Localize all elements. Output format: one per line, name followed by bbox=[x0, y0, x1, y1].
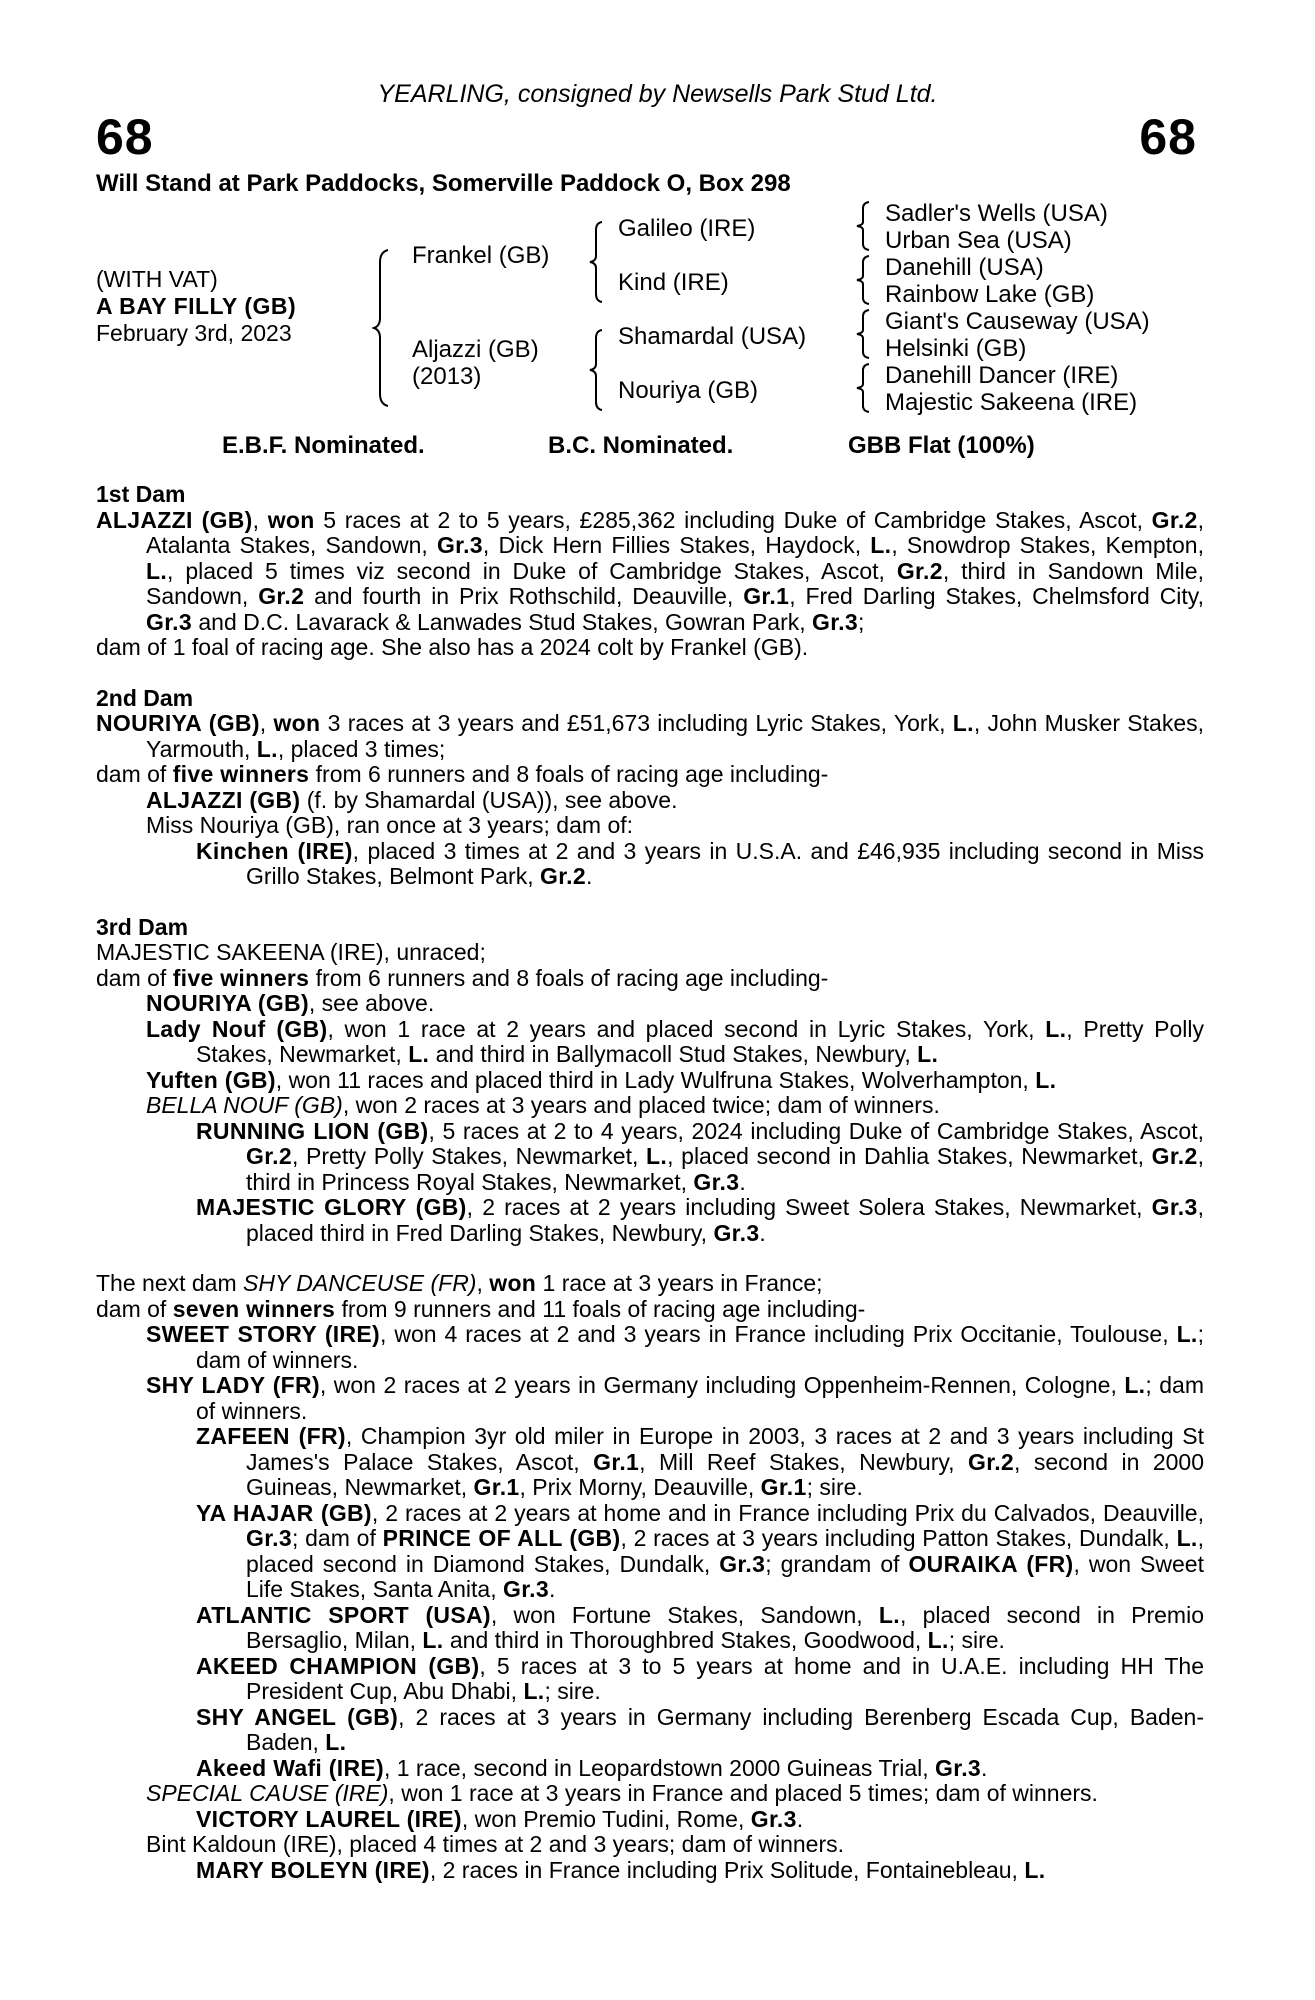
horse-name: RUNNING LION (GB) bbox=[196, 1117, 429, 1144]
race-text: , placed 3 times; bbox=[277, 735, 446, 762]
lot-number-right: 68 bbox=[1139, 109, 1197, 165]
family-notes bbox=[96, 482, 1204, 1883]
race-text: 3 races at 3 years and £51,673 including Lyric Stakes, York, bbox=[320, 710, 953, 736]
horse-name: ALJAZZI (GB) bbox=[146, 786, 301, 813]
race-text: , Champion 3yr old miler in Europe in 2003, 3 races at 2 and 3 years including St James's Palace Stakes, Ascot, bbox=[246, 1423, 1205, 1475]
race-text: , placed third in Fred Darling Stakes, Newbury, bbox=[246, 1194, 1204, 1246]
produce-shy-angel bbox=[96, 1705, 1204, 1756]
sire-sire-dam: Urban Sea (USA) bbox=[885, 227, 1072, 254]
horse-name: Yuften (GB) bbox=[146, 1066, 276, 1093]
grade-label: L. bbox=[256, 735, 278, 762]
brace-icon bbox=[588, 328, 604, 412]
race-text: . bbox=[981, 1754, 988, 1781]
race-text: , Pretty Polly Stakes, Newmarket, bbox=[196, 1015, 1204, 1067]
grade-label: Gr.2 bbox=[540, 863, 586, 889]
race-text: . bbox=[548, 1576, 556, 1602]
race-text: ; dam of bbox=[291, 1525, 383, 1551]
grade-label: L. bbox=[952, 710, 974, 736]
horse-name: SHY DANCEUSE (FR) bbox=[243, 1270, 477, 1296]
horse-name: ATLANTIC SPORT (USA) bbox=[196, 1601, 491, 1628]
grade-label: L. bbox=[1176, 1321, 1198, 1347]
race-text: , 2 races in France including Prix Solitude, Fontainebleau, bbox=[429, 1856, 1025, 1883]
grade-label: Gr.3 bbox=[935, 1754, 981, 1781]
sire-name: Frankel (GB) bbox=[412, 242, 550, 269]
horse-name: VICTORY LAUREL (IRE) bbox=[196, 1805, 462, 1832]
produce-yuften bbox=[96, 1068, 1204, 1094]
grade-label: Gr.1 bbox=[760, 1474, 807, 1500]
grade-label: Gr.2 bbox=[246, 1143, 292, 1169]
dam-dam-dam: Majestic Sakeena (IRE) bbox=[885, 389, 1138, 416]
race-text: , won 2 races at 3 years and placed twice; dam of winners. bbox=[342, 1092, 940, 1118]
produce-text: , bbox=[476, 1270, 490, 1296]
race-text: , placed 3 times at 2 and 3 years in U.S.A. and £46,935 including second in Miss Grillo Stakes, Belmont Park, bbox=[246, 837, 1204, 889]
produce-text: dam of bbox=[96, 1295, 173, 1322]
brace-icon bbox=[588, 220, 604, 304]
race-text: , 2 races at 2 years at home and in France including Prix du Calvados, Deauville, bbox=[371, 1499, 1204, 1526]
dam-dam: Nouriya (GB) bbox=[618, 377, 759, 404]
produce-majestic-glory bbox=[96, 1195, 1204, 1246]
produce-text: 1 race at 3 years in France; bbox=[536, 1270, 823, 1296]
first-dam-heading: 1st Dam bbox=[96, 481, 186, 507]
race-text: . bbox=[759, 1219, 766, 1246]
grade-label: Gr.3 bbox=[503, 1576, 549, 1602]
consignment-line: YEARLING, consigned by Newsells Park Stud Ltd. bbox=[377, 80, 938, 108]
lot-number-left: 68 bbox=[96, 109, 154, 165]
race-text: ; dam of winners. bbox=[196, 1321, 1204, 1373]
grade-label: Gr.2 bbox=[1151, 506, 1198, 533]
brace-icon bbox=[854, 308, 872, 360]
horse-name: PRINCE OF ALL (GB) bbox=[382, 1525, 621, 1551]
produce-text: The next dam bbox=[96, 1270, 244, 1296]
grade-label: Gr.2 bbox=[1151, 1143, 1198, 1169]
horse-name: Akeed Wafi (IRE) bbox=[196, 1754, 384, 1781]
produce-bella-nouf bbox=[96, 1093, 1204, 1119]
race-text: , Mill Reef Stakes, Newbury, bbox=[639, 1448, 969, 1475]
grade-label: Gr.1 bbox=[473, 1474, 520, 1500]
race-text: ; sire. bbox=[806, 1474, 863, 1500]
grade-label: Gr.3 bbox=[713, 1219, 760, 1246]
race-text: , won 11 races and placed third in Lady Wulfruna Stakes, Wolverhampton, bbox=[275, 1066, 1036, 1093]
sire-dam-dam: Rainbow Lake (GB) bbox=[885, 281, 1095, 308]
produce-mary-boleyn bbox=[96, 1858, 1204, 1884]
horse-name: BELLA NOUF (GB) bbox=[146, 1092, 343, 1118]
second-dam-produce bbox=[96, 762, 1204, 788]
race-text: , 5 races at 2 to 4 years, 2024 including Duke of Cambridge Stakes, Ascot, bbox=[428, 1117, 1205, 1144]
dam-sire-sire: Giant's Causeway (USA) bbox=[885, 308, 1150, 335]
grade-label: Gr.3 bbox=[436, 532, 483, 558]
race-text: (f. by Shamardal (USA)), see above. bbox=[300, 786, 678, 813]
grade-label: Gr.2 bbox=[896, 557, 943, 584]
race-text: . bbox=[585, 863, 593, 889]
race-text: , 2 races at 3 years including Patton Stakes, Dundalk, bbox=[620, 1525, 1177, 1551]
race-text: , won 4 races at 2 and 3 years in France including Prix Occitanie, Toulouse, bbox=[380, 1321, 1177, 1347]
race-text: , 2 races at 3 years in Germany including Berenberg Escada Cup, Baden-Baden, bbox=[246, 1703, 1204, 1755]
race-text: , won 2 races at 2 years in Germany including Oppenheim-Rennen, Cologne, bbox=[319, 1372, 1125, 1398]
race-text: , placed second in Dahlia Stakes, Newmarket, bbox=[667, 1143, 1152, 1169]
grade-label: Gr.3 bbox=[719, 1550, 766, 1577]
race-text: . bbox=[739, 1168, 746, 1195]
grade-label: Gr.3 bbox=[1151, 1194, 1198, 1220]
produce-akeed-wafi bbox=[96, 1756, 1204, 1782]
grade-label: L. bbox=[917, 1041, 939, 1067]
race-text: , won Fortune Stakes, Sandown, bbox=[490, 1601, 879, 1628]
next-dam-entry bbox=[96, 1271, 1204, 1297]
grade-label: L. bbox=[325, 1729, 347, 1755]
grade-label: L. bbox=[927, 1627, 949, 1653]
grade-label: Gr.1 bbox=[593, 1448, 640, 1475]
produce-text: dam of bbox=[96, 761, 173, 787]
race-text: , third in Princess Royal Stakes, Newmarket, bbox=[246, 1143, 1204, 1195]
horse-name: ZAFEEN (FR) bbox=[196, 1423, 346, 1449]
race-text: , placed second in Premio Bersaglio, Milan, bbox=[246, 1601, 1204, 1653]
grade-label: Gr.3 bbox=[750, 1805, 797, 1832]
produce-text: dam of bbox=[96, 964, 173, 991]
second-dam-heading: 2nd Dam bbox=[96, 684, 194, 711]
grade-label: L. bbox=[878, 1601, 900, 1628]
first-dam-entry: ALJAZZI (GB), won 5 races at 2 to 5 years, £285,362 including Duke of Cambridge Stakes, Ascot, Gr.2, Atalanta Stakes, Sandown, Gr.3, Dick Hern Fillies Stakes, Haydock, L., Snowdrop Stakes, Kempton, L., placed 5 times viz second in Duke of Cambridge Stakes, Ascot, Gr.2, third in Sandown Mile, Sandown, Gr.2 and fourth in Prix Rothschild, Deauville, Gr.1, Fred Darling Stakes, Chelmsford City, Gr.3 and D.C. Lavarack & Lanwades Stud Stakes, Gowran Park, Gr.3; bbox=[96, 506, 1205, 635]
produce-text: from 6 runners and 8 foals of racing age including- bbox=[309, 964, 829, 991]
grade-label: Gr.2 bbox=[258, 583, 305, 609]
grade-label: L. bbox=[646, 1143, 668, 1169]
grade-label: Gr.3 bbox=[812, 608, 858, 635]
sire-dam-sire: Danehill (USA) bbox=[885, 254, 1044, 281]
produce-special-cause bbox=[96, 1781, 1204, 1807]
race-text: and fourth in Prix Rothschild, Deauville, bbox=[304, 583, 744, 609]
sire-sire-sire: Sadler's Wells (USA) bbox=[885, 200, 1108, 227]
produce-text: from 9 runners and 11 foals of racing age including- bbox=[335, 1295, 866, 1322]
dam-sire-dam: Helsinki (GB) bbox=[885, 335, 1027, 362]
horse-name: NOURIYA (GB) bbox=[146, 990, 309, 1016]
race-text: , won 1 race at 3 years in France and placed 5 times; dam of winners. bbox=[388, 1780, 1098, 1806]
won-label: won bbox=[267, 506, 315, 533]
winners-count: five winners bbox=[172, 964, 310, 991]
produce-shy-lady bbox=[96, 1373, 1204, 1424]
horse-name: MARY BOLEYN (IRE) bbox=[196, 1856, 430, 1883]
produce-bint-kaldoun: Bint Kaldoun (IRE), placed 4 times at 2 and 3 years; dam of winners. bbox=[146, 1831, 845, 1857]
winners-count: seven winners bbox=[172, 1295, 336, 1322]
produce-miss-nouriya: Miss Nouriya (GB), ran once at 3 years; dam of: bbox=[146, 812, 634, 838]
grade-label: Gr.1 bbox=[743, 583, 790, 609]
grade-label: Gr.3 bbox=[246, 1525, 292, 1551]
produce-zafeen bbox=[96, 1424, 1204, 1501]
horse-name: Lady Nouf (GB) bbox=[146, 1015, 328, 1042]
horse-name: SHY ANGEL (GB) bbox=[196, 1703, 399, 1730]
grade-label: L. bbox=[408, 1041, 430, 1067]
grade-label: L. bbox=[1124, 1372, 1146, 1398]
race-text: , 1 race, second in Leopardstown 2000 Guineas Trial, bbox=[383, 1754, 936, 1781]
pedigree-subject bbox=[96, 266, 296, 347]
race-text: , placed second in Diamond Stakes, Dundalk, bbox=[246, 1525, 1205, 1577]
horse-name: Kinchen (IRE) bbox=[196, 837, 353, 864]
produce-akeed-champion bbox=[96, 1654, 1204, 1705]
produce-text: from 6 runners and 8 foals of racing age including- bbox=[309, 761, 829, 787]
bc-nomination: B.C. Nominated. bbox=[548, 432, 734, 459]
grade-label: Gr.3 bbox=[693, 1168, 740, 1195]
race-text: and third in Thoroughbred Stakes, Goodwood, bbox=[443, 1627, 928, 1653]
horse-name: NOURIYA (GB) bbox=[96, 710, 260, 736]
third-dam-entry: MAJESTIC SAKEENA (IRE), unraced; bbox=[96, 939, 486, 965]
race-text: and D.C. Lavarack & Lanwades Stud Stakes, Gowran Park, bbox=[191, 608, 813, 635]
race-text: , Snowdrop Stakes, Kempton, bbox=[891, 532, 1204, 558]
next-dam-produce bbox=[96, 1297, 1204, 1323]
dam-year: (2013) bbox=[412, 363, 482, 390]
race-text: , Dick Hern Fillies Stakes, Haydock, bbox=[482, 532, 871, 558]
produce-atlantic-sport bbox=[96, 1603, 1204, 1654]
stabling-location: Will Stand at Park Paddocks, Somerville Paddock O, Box 298 bbox=[96, 170, 791, 197]
produce-ya-hajar bbox=[96, 1501, 1204, 1603]
gbb-status: GBB Flat (100%) bbox=[848, 432, 1035, 459]
horse-name: YA HAJAR (GB) bbox=[196, 1499, 372, 1526]
race-text: 5 races at 2 to 5 years, £285,362 including Duke of Cambridge Stakes, Ascot, bbox=[314, 506, 1152, 533]
race-text: , John Musker Stakes, Yarmouth, bbox=[146, 710, 1205, 762]
dam-name: Aljazzi (GB) bbox=[412, 336, 539, 363]
grade-label: L. bbox=[870, 532, 892, 558]
winners-count: five winners bbox=[172, 761, 310, 787]
race-text: . bbox=[796, 1805, 804, 1832]
grade-label: L. bbox=[523, 1678, 545, 1704]
grade-label: L. bbox=[422, 1627, 444, 1653]
horse-name: MAJESTIC GLORY (GB) bbox=[196, 1194, 467, 1220]
race-text: , Atalanta Stakes, Sandown, bbox=[146, 506, 1205, 558]
brace-icon bbox=[854, 200, 872, 252]
race-text: , 5 races at 3 to 5 years at home and in U.A.E. including HH The President Cup, Abu Dhabi, bbox=[246, 1652, 1204, 1704]
brace-icon bbox=[854, 362, 872, 414]
vat-note: (WITH VAT) bbox=[96, 266, 218, 292]
won-label: won bbox=[273, 710, 321, 736]
third-dam-heading: 3rd Dam bbox=[96, 913, 189, 940]
produce-sweet-story bbox=[96, 1322, 1204, 1373]
grade-label: Gr.2 bbox=[968, 1448, 1014, 1475]
race-text: ; sire. bbox=[544, 1678, 601, 1704]
brace-icon bbox=[372, 248, 392, 408]
race-text: ; grandam of bbox=[765, 1550, 909, 1577]
produce-victory-laurel bbox=[96, 1807, 1204, 1833]
produce-lady-nouf bbox=[96, 1017, 1204, 1068]
grade-label: L. bbox=[1035, 1066, 1057, 1093]
race-text: , won 1 race at 2 years and placed second in Lyric Stakes, York, bbox=[327, 1015, 1046, 1042]
race-text: , placed 5 times viz second in Duke of Cambridge Stakes, Ascot, bbox=[167, 557, 897, 584]
race-text: ; sire. bbox=[948, 1627, 1005, 1653]
race-text: , third in Sandown Mile, Sandown, bbox=[146, 557, 1204, 609]
second-dam-entry: NOURIYA (GB), won 3 races at 3 years and £51,673 including Lyric Stakes, York, L., John Musker Stakes, Yarmouth, L., placed 3 times; bbox=[96, 710, 1205, 762]
race-text: ; bbox=[857, 608, 865, 635]
brace-icon bbox=[854, 254, 872, 306]
horse-name: SHY LADY (FR) bbox=[146, 1372, 320, 1398]
horse-name: SWEET STORY (IRE) bbox=[146, 1321, 381, 1347]
produce-nouriya bbox=[96, 991, 1204, 1017]
won-label: won bbox=[489, 1270, 537, 1296]
produce-kinchen bbox=[96, 839, 1204, 890]
produce-running-lion bbox=[96, 1119, 1204, 1196]
horse-name: AKEED CHAMPION (GB) bbox=[196, 1652, 480, 1679]
grade-label: L. bbox=[1024, 1856, 1046, 1883]
race-text: , Prix Morny, Deauville, bbox=[519, 1474, 761, 1500]
horse-name: SPECIAL CAUSE (IRE) bbox=[146, 1780, 389, 1806]
race-text: , second in 2000 Guineas, Newmarket, bbox=[246, 1448, 1205, 1500]
grade-label: Gr.3 bbox=[146, 608, 192, 635]
third-dam-produce bbox=[96, 966, 1204, 992]
race-text: , 2 races at 2 years including Sweet Solera Stakes, Newmarket, bbox=[466, 1194, 1152, 1220]
ebf-nomination: E.B.F. Nominated. bbox=[222, 432, 425, 459]
race-text: , see above. bbox=[308, 990, 435, 1016]
horse-name: OURAIKA (FR) bbox=[908, 1550, 1074, 1577]
race-text: , Fred Darling Stakes, Chelmsford City, bbox=[789, 583, 1204, 609]
grade-label: L. bbox=[146, 557, 168, 584]
race-text: ; dam of winners. bbox=[196, 1372, 1204, 1424]
race-text: and third in Ballymacoll Stud Stakes, Newbury, bbox=[429, 1041, 918, 1067]
first-dam-produce: dam of 1 foal of racing age. She also has a 2024 colt by Frankel (GB). bbox=[96, 634, 809, 660]
produce-aljazzi bbox=[96, 788, 1204, 814]
grade-label: L. bbox=[1045, 1015, 1067, 1042]
foaling-date: February 3rd, 2023 bbox=[96, 320, 292, 346]
race-text: , won Sweet Life Stakes, Santa Anita, bbox=[246, 1550, 1204, 1602]
sire-sire: Galileo (IRE) bbox=[618, 215, 756, 242]
dam-sire: Shamardal (USA) bbox=[618, 323, 807, 350]
race-text: , won Premio Tudini, Rome, bbox=[461, 1805, 751, 1832]
dam-dam-sire: Danehill Dancer (IRE) bbox=[885, 362, 1119, 389]
sire-dam: Kind (IRE) bbox=[618, 269, 729, 296]
race-text: , Pretty Polly Stakes, Newmarket, bbox=[291, 1143, 647, 1169]
horse-name: ALJAZZI (GB) bbox=[96, 506, 253, 533]
subject-name: A BAY FILLY (GB) bbox=[96, 293, 297, 319]
grade-label: L. bbox=[1176, 1525, 1198, 1551]
